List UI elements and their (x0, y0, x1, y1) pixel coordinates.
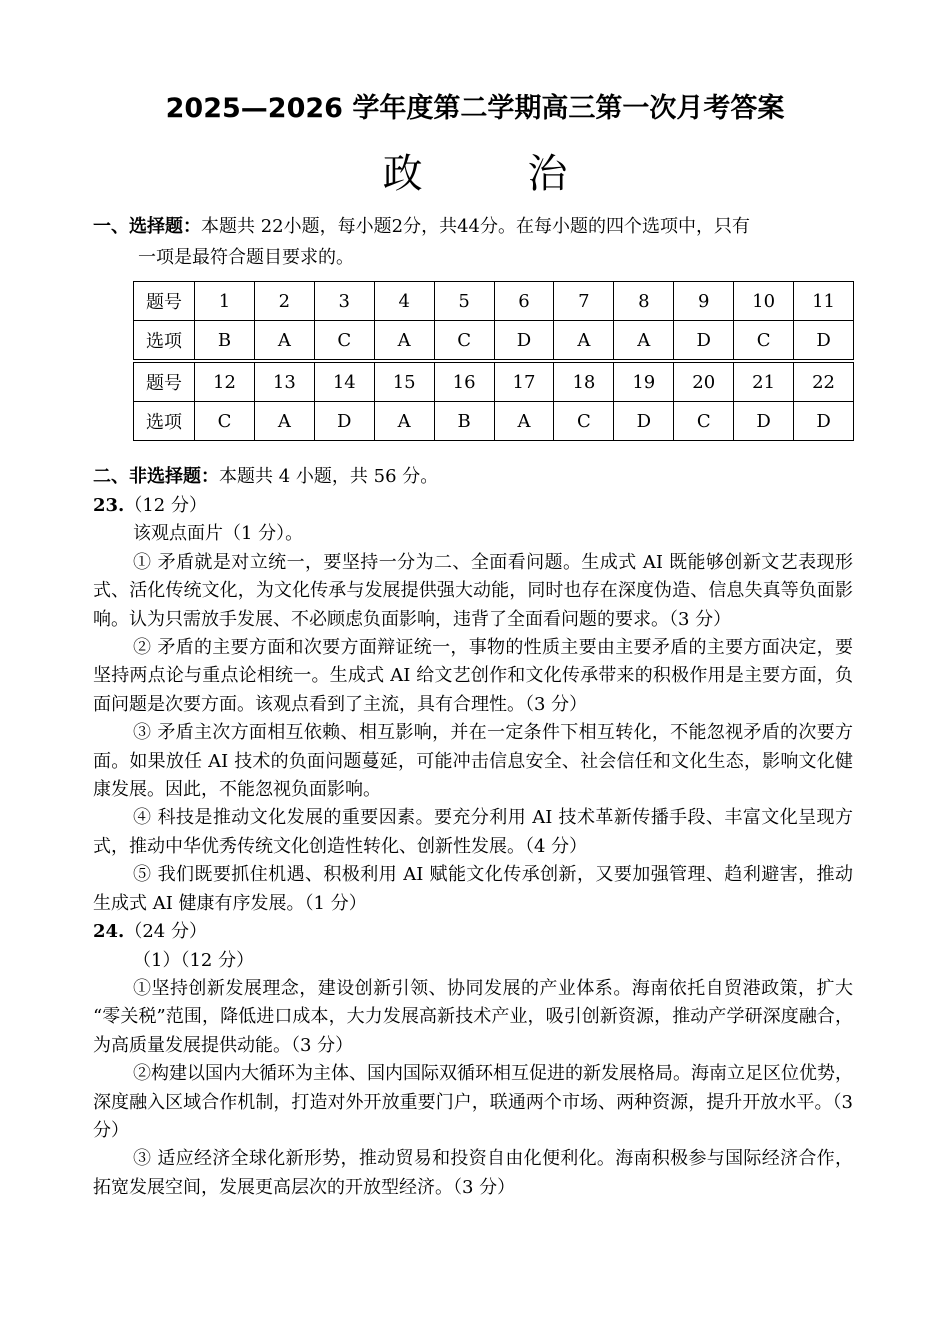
answer-cell: A (374, 321, 434, 362)
question-number: 7 (554, 282, 614, 321)
row-header-question: 题号 (134, 361, 195, 402)
row-header-answer: 选项 (134, 321, 195, 362)
question-number: 9 (674, 282, 734, 321)
question-number: 3 (314, 282, 374, 321)
question-number: 2 (254, 282, 314, 321)
answer-cell: D (794, 402, 854, 441)
answer-cell: C (674, 402, 734, 441)
section1-text: 本题共 22小题，每小题2分，共44分。在每小题的四个选项中，只有 (201, 216, 750, 237)
question-number: 1 (195, 282, 255, 321)
answer-cell: C (554, 402, 614, 441)
section1-text-line2: 一项是最符合题目要求的。 (138, 247, 354, 268)
answer-cell: D (674, 321, 734, 362)
question-number-23: 23. (93, 495, 125, 516)
row-header-answer: 选项 (134, 402, 195, 441)
section2-instructions (93, 462, 438, 488)
section1-instructions (93, 211, 853, 273)
question-number: 16 (434, 361, 494, 402)
subject-title: 政 治 (382, 151, 614, 197)
question-number: 19 (614, 361, 674, 402)
answer-cell: D (314, 402, 374, 441)
answer-cell: A (254, 321, 314, 362)
answer-cell: A (554, 321, 614, 362)
answer-cell: B (434, 402, 494, 441)
answer-cell: A (374, 402, 434, 441)
answer-body (93, 492, 853, 1202)
question-number: 4 (374, 282, 434, 321)
answer-paragraph: ⑤ 我们既要抓住机遇、积极利用 AI 赋能文化传承创新，又要加强管理、趋利避害，推动生成式 AI 健康有序发展。（1 分） (93, 864, 853, 914)
question-number: 6 (494, 282, 554, 321)
answer-cell: C (195, 402, 255, 441)
answer-cell: A (254, 402, 314, 441)
answer-cell: B (195, 321, 255, 362)
question-number: 17 (494, 361, 554, 402)
answer-cell: D (494, 321, 554, 362)
question-heading (93, 918, 853, 946)
answer-cell: C (434, 321, 494, 362)
answer-cell: C (734, 321, 794, 362)
answer-cell: D (734, 402, 794, 441)
question-number: 18 (554, 361, 614, 402)
question-number: 10 (734, 282, 794, 321)
question-number: 22 (794, 361, 854, 402)
question-number: 12 (195, 361, 255, 402)
answer-cell: D (794, 321, 854, 362)
question-number: 13 (254, 361, 314, 402)
question-heading (93, 492, 853, 520)
question-number: 15 (374, 361, 434, 402)
answer-paragraph: ① 矛盾就是对立统一，要坚持一分为二、全面看问题。生成式 AI 既能够创新文艺表现形式、活化传统文化，为文化传承与发展提供强大动能，同时也存在深度伪造、信息失真等负面影响。认为只需放手发展、不必顾虑负面影响，违背了全面看问题的要求。（3 分） (93, 551, 853, 630)
row-header-question: 题号 (134, 282, 195, 321)
answer-paragraph: ②构建以国内大循环为主体、国内国际双循环相互促进的新发展格局。海南立足区位优势，深度融入区域合作机制，打造对外开放重要门户，联通两个市场、两种资源，提升开放水平。（3 分） (93, 1063, 853, 1141)
answer-cell: A (494, 402, 554, 441)
answer-cell: C (314, 321, 374, 362)
answer-paragraph: ①坚持创新发展理念，建设创新引领、协同发展的产业体系。海南依托自贸港政策，扩大 “零关税”范围，降低进口成本，大力发展高新技术产业，吸引创新资源，推动产学研深度融合，为高质量发展提供动能。（3 分） (93, 977, 853, 1056)
answer-cell: D (614, 402, 674, 441)
answer-paragraph: ③ 适应经济全球化新形势，推动贸易和投资自由化便利化。海南积极参与国际经济合作，拓宽发展空间，发展更高层次的开放型经济。（3 分） (93, 1148, 853, 1198)
table-row (134, 361, 854, 402)
answer-cell: A (614, 321, 674, 362)
question-number: 14 (314, 361, 374, 402)
answer-table (133, 281, 854, 441)
answer-paragraph: 该观点面片（1 分）。 (133, 523, 304, 545)
question-number-24: 24. (93, 921, 125, 943)
question-score: （24 分） (124, 921, 207, 943)
section2-heading: 二、非选择题： (93, 466, 219, 487)
table-row (134, 321, 854, 362)
section2-text: 本题共 4 小题，共 56 分。 (219, 466, 439, 487)
answer-paragraph: ③ 矛盾主次方面相互依赖、相互影响，并在一定条件下相互转化，不能忽视矛盾的次要方面。如果放任 AI 技术的负面问题蔓延，可能冲击信息安全、社会信任和文化生态，影响文化健康发展。因此，不能忽视负面影响。 (93, 722, 853, 801)
question-number: 11 (794, 282, 854, 321)
sub-question-heading: （1）（12 分） (133, 949, 255, 971)
question-number: 5 (434, 282, 494, 321)
answer-paragraph: ② 矛盾的主要方面和次要方面辩证统一，事物的性质主要由主要矛盾的主要方面决定，要坚持两点论与重点论相统一。生成式 AI 给文艺创作和文化传承带来的积极作用是主要方面，负面问题是次要方面。该观点看到了主流，具有合理性。（3 分） (93, 637, 853, 715)
table-row (134, 402, 854, 441)
question-number: 20 (674, 361, 734, 402)
question-number: 8 (614, 282, 674, 321)
page-title: 2025—2026 学年度第二学期高三第一次月考答案 (165, 93, 785, 124)
section1-heading: 一、选择题： (93, 216, 201, 237)
answer-paragraph: ④ 科技是推动文化发展的重要因素。要充分利用 AI 技术革新传播手段、丰富文化呈现方式，推动中华优秀传统文化创造性转化、创新性发展。（4 分） (93, 807, 853, 857)
table-row (134, 282, 854, 321)
question-number: 21 (734, 361, 794, 402)
question-score: （12 分） (124, 495, 207, 516)
